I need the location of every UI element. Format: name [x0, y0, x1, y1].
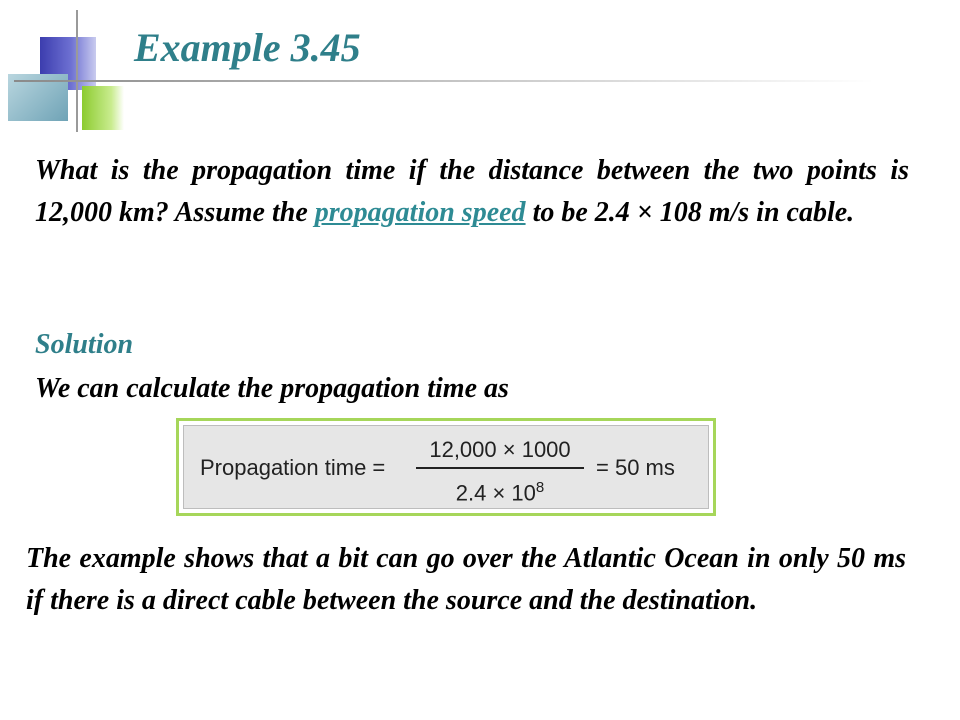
- denominator-base: 2.4 × 10: [455, 480, 536, 506]
- propagation-speed-link[interactable]: propagation speed: [314, 197, 526, 228]
- denominator-exponent: 8: [535, 479, 545, 496]
- conclusion-text: The example shows that a bit can go over the Atlantic Ocean in only 50 ms if there is a direct cable between the source and the destination.: [26, 543, 906, 616]
- question-text: [35, 150, 909, 234]
- slide-title: Example 3.45: [134, 25, 361, 70]
- question-text-end: to be 2.4 × 108 m/s in cable.: [525, 197, 855, 228]
- formula-denominator: [416, 474, 584, 507]
- solution-text: We can calculate the propagation time as: [35, 373, 509, 404]
- formula-result: = 50 ms: [596, 455, 675, 480]
- formula-fraction: [416, 436, 584, 507]
- question-text-start: What is the propagation time if the distance between the two points is 12,000 km? Assume the: [35, 155, 909, 228]
- solution-heading: Solution: [35, 329, 134, 360]
- fraction-bar: [416, 467, 584, 469]
- formula-label: Propagation time =: [200, 455, 386, 480]
- decor-green-square: [82, 86, 124, 130]
- formula-numerator: 12,000 × 1000: [429, 437, 571, 462]
- decor-horizontal-line: [14, 80, 874, 82]
- formula-box: [176, 418, 716, 516]
- decor-vertical-line: [76, 10, 78, 132]
- formula-panel: [183, 425, 709, 509]
